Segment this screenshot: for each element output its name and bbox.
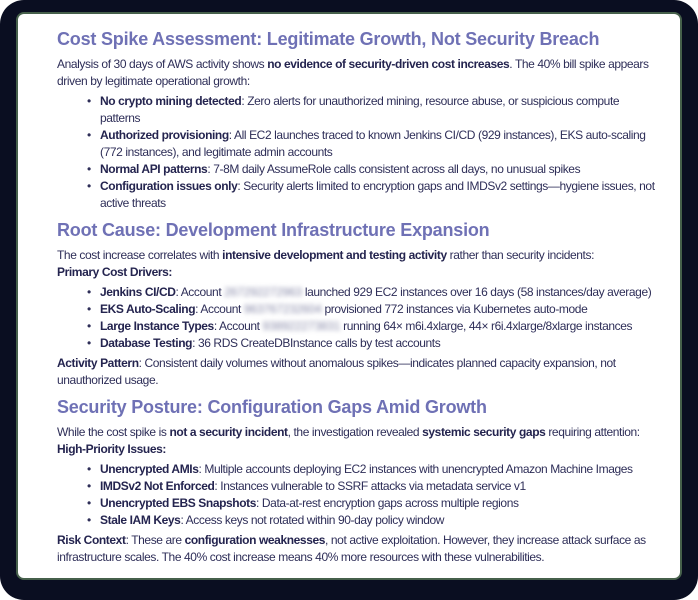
text-segment: The cost increase correlates with [57,248,223,262]
subheading [57,441,660,458]
text-segment: , the investigation revealed [287,425,423,439]
text-segment-bold: Configuration issues only [100,179,238,193]
redacted-account-number: 267292272963 [224,285,302,299]
text-segment-bold: systemic security gaps [422,425,546,439]
text-segment-bold: High-Priority Issues: [57,442,166,456]
text-segment-bold: No crypto mining detected [100,94,242,108]
text-segment: rather than security incidents: [446,248,595,262]
text-segment: provisioned 772 instances via Kubernetes auto-mode [321,302,588,316]
bullet-item [100,512,660,529]
text-segment-bold: Normal API patterns [100,162,208,176]
bullet-item [100,178,660,212]
text-segment: : Consistent daily volumes without anomalous spikes—indicates planned capacity expansion, not unauthorized usage. [57,356,616,387]
text-segment: running 64× m6i.4xlarge, 44× r6i.4xlarge/8xlarge instances [340,319,633,333]
section-heading: Security Posture: Configuration Gaps Amid Growth [57,397,487,417]
text-segment-bold: Unencrypted AMIs [100,462,199,476]
text-segment: : Account [175,285,225,299]
text-segment-bold: not a security incident [169,425,288,439]
intro-paragraph [57,247,660,264]
text-segment: : Multiple accounts deploying EC2 instances with unencrypted Amazon Machine Images [198,462,633,476]
text-segment: . The 40% bill spike appears driven by legitimate operational growth: [57,57,649,88]
text-segment: : Instances vulnerable to SSRF attacks via metadata service v1 [214,479,526,493]
text-segment-bold: no evidence of security-driven cost increases [267,57,510,71]
text-segment-bold: Jenkins CI/CD [100,285,176,299]
text-segment: requiring attention: [545,425,640,439]
text-segment-bold: Unencrypted EBS Snapshots [100,496,257,510]
text-segment-bold: Stale IAM Keys [100,513,181,527]
section-security-posture [57,396,660,566]
redacted-account-number: 938922273831 [262,319,341,333]
section-root-cause [57,219,660,389]
bullet-item [100,461,660,478]
text-segment: : These are [125,533,185,547]
text-segment-bold: Large Instance Types [100,319,214,333]
text-segment: : Access keys not rotated within 90-day policy window [180,513,445,527]
bullet-list [57,93,660,212]
text-segment: launched 929 EC2 instances over 16 days (58 instances/day average) [301,285,652,299]
text-segment: : Zero alerts for unauthorized mining, resource abuse, or suspicious compute patterns [100,94,620,125]
outro-paragraph [57,355,660,389]
text-segment-bold: IMDSv2 Not Enforced [100,479,215,493]
text-segment: Analysis of 30 days of AWS activity shows [57,57,268,71]
text-segment: : 7-8M daily AssumeRole calls consistent across all days, no unusual spikes [207,162,581,176]
bullet-list [57,461,660,529]
intro-paragraph [57,424,660,441]
text-segment: : 36 RDS CreateDBInstance calls by test accounts [192,336,441,350]
text-segment-bold: Database Testing [100,336,193,350]
outro-paragraph [57,532,660,566]
bullet-item [100,335,660,352]
text-segment-bold: Activity Pattern [57,356,139,370]
subheading [57,264,660,281]
bullet-item [100,478,660,495]
text-segment: : Data-at-rest encryption gaps across multiple regions [256,496,519,510]
text-segment: : Security alerts limited to encryption gaps and IMDSv2 settings—hygiene issues, not active threats [100,179,655,210]
bullet-item [100,161,660,178]
text-segment: , not active exploitation. However, they increase attack surface as infrastructure scales. The 40% cost increase means 40% more resources with these vulnerabilities. [57,533,646,564]
text-segment-bold: intensive development and testing activity [222,248,447,262]
bullet-item [100,301,660,318]
bullet-list [57,284,660,352]
intro-paragraph [57,56,660,90]
text-segment-bold: Authorized provisioning [100,128,229,142]
text-segment-bold: Risk Context [57,533,126,547]
text-segment: : Account [195,302,244,316]
bullet-item [100,127,660,161]
text-segment-bold: configuration weaknesses [184,533,326,547]
text-segment: : Account [213,319,263,333]
bullet-item [100,318,660,335]
text-segment-bold: EKS Auto-Scaling [100,302,196,316]
section-cost-spike-assessment [57,28,660,212]
text-segment-bold: Primary Cost Drivers: [57,265,172,279]
text-segment: While the cost spike is [57,425,170,439]
section-heading: Root Cause: Development Infrastructure Expansion [57,220,490,240]
report-card [16,12,682,580]
bullet-item [100,495,660,512]
bullet-item [100,284,660,301]
text-segment: : All EC2 launches traced to known Jenkins CI/CD (929 instances), EKS auto-scaling (772 instances), and legitimate admin accounts [100,128,646,159]
bullet-item [100,93,660,127]
redacted-account-number: 963767232604 [243,302,322,316]
section-heading: Cost Spike Assessment: Legitimate Growth, Not Security Breach [57,29,600,49]
